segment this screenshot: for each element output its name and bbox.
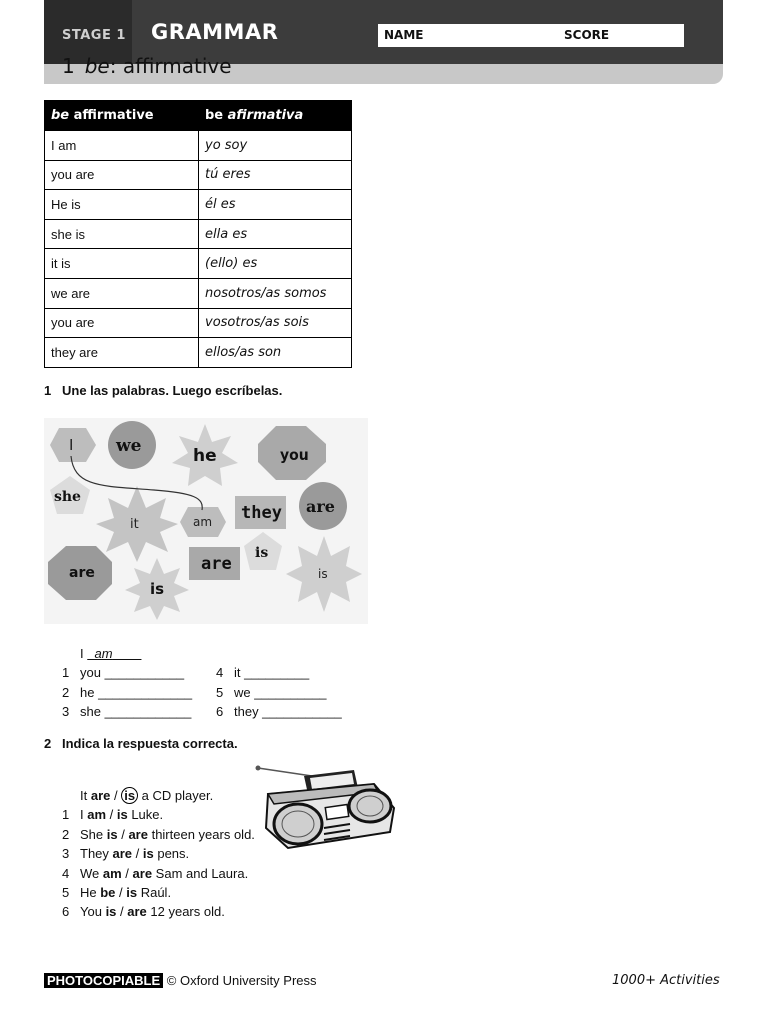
cell-english: you are xyxy=(45,160,199,190)
section-title xyxy=(62,54,232,78)
example-answer[interactable] xyxy=(87,646,141,661)
table-row xyxy=(45,131,352,161)
word-label: they xyxy=(241,503,282,523)
item-number: 4 xyxy=(216,665,224,680)
word-label: are xyxy=(201,554,232,574)
score-label: SCORE xyxy=(564,28,610,42)
footer-copyright xyxy=(44,973,317,988)
table-header-spanish xyxy=(199,101,352,131)
shape-are-rectangle[interactable] xyxy=(189,547,240,580)
cell-spanish: él es xyxy=(199,190,352,220)
shape-am-hexagon[interactable] xyxy=(180,507,226,537)
word-label: is xyxy=(255,545,269,561)
exercise-2-item xyxy=(62,807,163,822)
item-post: Raúl. xyxy=(137,885,172,900)
item-number: 2 xyxy=(62,827,70,842)
shape-is-star-small[interactable] xyxy=(125,558,189,620)
shape-are-octagon[interactable] xyxy=(48,546,112,600)
page-title: GRAMMAR xyxy=(151,20,279,44)
cd-player-illustration xyxy=(254,762,400,858)
shape-they-rectangle[interactable] xyxy=(235,496,286,529)
cell-english: you are xyxy=(45,308,199,338)
item-pre: We xyxy=(80,866,103,881)
exercise-2-instruction xyxy=(44,736,238,751)
item-post: pens. xyxy=(153,846,190,861)
example-option-2-circled[interactable] xyxy=(121,787,138,804)
example-line xyxy=(80,646,141,661)
option-2[interactable]: is xyxy=(126,885,138,900)
option-2[interactable]: are xyxy=(127,904,147,919)
header-be: be xyxy=(205,108,228,123)
item-pre: I xyxy=(80,807,88,822)
shape-is-pentagon[interactable] xyxy=(244,532,282,570)
cell-spanish: tú eres xyxy=(199,160,352,190)
cell-spanish: ellos/as son xyxy=(199,338,352,368)
exercise-2-text: Indica la respuesta correcta. xyxy=(62,736,238,751)
word-label: is xyxy=(150,580,165,598)
word-label: are xyxy=(306,497,335,516)
header-affirmative: affirmative xyxy=(69,108,154,123)
word-label: we xyxy=(116,436,142,456)
cell-english: she is xyxy=(45,219,199,249)
be-affirmative-table xyxy=(44,100,352,368)
cell-english: I am xyxy=(45,131,199,161)
shape-is-star-large[interactable] xyxy=(286,536,362,612)
option-2[interactable]: are xyxy=(128,827,148,842)
footer-book-title: 1000+ Activities xyxy=(612,973,720,988)
item-number: 1 xyxy=(62,665,70,680)
option-1[interactable]: is xyxy=(105,904,117,919)
exercise-1-number: 1 xyxy=(44,383,52,398)
exercise-1-item[interactable] xyxy=(62,665,184,680)
shape-you-octagon[interactable] xyxy=(258,426,326,480)
option-separator: / xyxy=(132,846,143,861)
item-number: 3 xyxy=(62,846,70,861)
section-title-rest: : affirmative xyxy=(109,54,232,78)
cell-spanish: nosotros/as somos xyxy=(199,278,352,308)
word-label: you xyxy=(280,447,309,465)
example-option-2-text: is xyxy=(124,788,136,803)
exercise-2-example xyxy=(80,788,213,803)
table-row xyxy=(45,278,352,308)
option-1[interactable]: am xyxy=(102,866,122,881)
table-row xyxy=(45,219,352,249)
option-separator: / xyxy=(106,807,117,822)
table-row xyxy=(45,160,352,190)
shape-she-pentagon[interactable] xyxy=(50,476,90,514)
example-answer-text: am xyxy=(94,646,113,661)
item-number: 5 xyxy=(216,685,224,700)
option-1[interactable]: be xyxy=(100,885,116,900)
exercise-1-item[interactable] xyxy=(62,704,191,719)
cell-spanish: (ello) es xyxy=(199,249,352,279)
item-pre: You xyxy=(80,904,106,919)
name-score-field[interactable] xyxy=(378,24,684,47)
table-row xyxy=(45,338,352,368)
option-separator: / xyxy=(115,885,127,900)
item-text: you ___________ xyxy=(80,665,185,680)
cell-english: they are xyxy=(45,338,199,368)
item-text: they ___________ xyxy=(234,704,342,719)
option-2[interactable]: are xyxy=(132,866,153,881)
option-1[interactable]: is xyxy=(106,827,118,842)
example-post: a CD player. xyxy=(138,788,214,803)
table-row xyxy=(45,308,352,338)
item-post: 12 years old. xyxy=(146,904,225,919)
option-separator: / xyxy=(116,904,128,919)
word-label: is xyxy=(318,567,328,581)
table-row xyxy=(45,190,352,220)
option-separator: / xyxy=(117,827,129,842)
option-2[interactable]: is xyxy=(142,846,154,861)
option-separator: / xyxy=(121,866,133,881)
item-number: 6 xyxy=(216,704,224,719)
example-pre: It xyxy=(80,788,91,803)
exercise-1-item[interactable] xyxy=(216,665,309,680)
item-text: it _________ xyxy=(234,665,310,680)
exercise-1-item[interactable] xyxy=(216,685,327,700)
item-number: 2 xyxy=(62,685,70,700)
word-label: she xyxy=(54,489,81,505)
boombox-icon xyxy=(254,762,400,858)
table-header-english xyxy=(45,101,199,131)
option-1[interactable]: are xyxy=(112,846,133,861)
name-label: NAME xyxy=(384,28,424,42)
exercise-2-item xyxy=(62,827,255,842)
copyright-text: © Oxford University Press xyxy=(163,973,317,988)
option-1[interactable]: am xyxy=(87,807,107,822)
shape-we-circle[interactable] xyxy=(108,421,156,469)
exercise-1-item[interactable] xyxy=(62,685,192,700)
header-be-italic: be xyxy=(51,108,70,123)
cell-spanish: vosotros/as sois xyxy=(199,308,352,338)
item-pre: They xyxy=(80,846,113,861)
exercise-2-item xyxy=(62,904,225,919)
item-post: Sam and Laura. xyxy=(152,866,249,881)
example-subject: I xyxy=(80,646,84,661)
word-label: he xyxy=(193,446,217,466)
cell-english: it is xyxy=(45,249,199,279)
item-number: 6 xyxy=(62,904,70,919)
item-post: Luke. xyxy=(127,807,164,822)
cell-english: He is xyxy=(45,190,199,220)
word-label: I xyxy=(69,436,74,454)
section-title-italic: be xyxy=(84,54,110,78)
stage-label: STAGE 1 xyxy=(62,28,126,43)
word-label: it xyxy=(130,517,139,532)
item-text: he _____________ xyxy=(80,685,193,700)
exercise-2-item xyxy=(62,885,171,900)
word-label: am xyxy=(193,515,213,529)
shape-he-star[interactable] xyxy=(172,424,238,486)
exercise-2-item xyxy=(62,846,189,861)
item-text: she ____________ xyxy=(80,704,192,719)
item-number: 4 xyxy=(62,866,70,881)
section-number: 1 xyxy=(62,54,75,78)
exercise-1-instruction xyxy=(44,383,282,398)
example-separator: / xyxy=(110,788,122,803)
example-option-1[interactable]: are xyxy=(90,788,111,803)
cell-english: we are xyxy=(45,278,199,308)
cell-spanish: yo soy xyxy=(199,131,352,161)
exercise-1-item[interactable] xyxy=(216,704,342,719)
header-afirmativa: afirmativa xyxy=(227,108,304,123)
exercise-2-number: 2 xyxy=(44,736,52,751)
word-shapes-svg xyxy=(44,418,368,624)
item-number: 3 xyxy=(62,704,70,719)
shape-are-circle[interactable] xyxy=(299,482,347,530)
exercise-2-item xyxy=(62,866,248,881)
exercise-1-text: Une las palabras. Luego escríbelas. xyxy=(62,383,283,398)
shape-i-hexagon[interactable] xyxy=(50,428,96,462)
cell-spanish: ella es xyxy=(199,219,352,249)
word-shapes-picture xyxy=(44,418,368,624)
word-label: are xyxy=(69,565,95,581)
option-2[interactable]: is xyxy=(116,807,128,822)
shape-it-star[interactable] xyxy=(96,486,178,562)
item-post: thirteen years old. xyxy=(147,827,255,842)
item-pre: She xyxy=(80,827,107,842)
item-number: 5 xyxy=(62,885,70,900)
item-pre: He xyxy=(80,885,101,900)
item-text: we __________ xyxy=(234,685,327,700)
item-number: 1 xyxy=(62,807,70,822)
photocopiable-badge: PHOTOCOPIABLE xyxy=(44,973,163,988)
table-row xyxy=(45,249,352,279)
